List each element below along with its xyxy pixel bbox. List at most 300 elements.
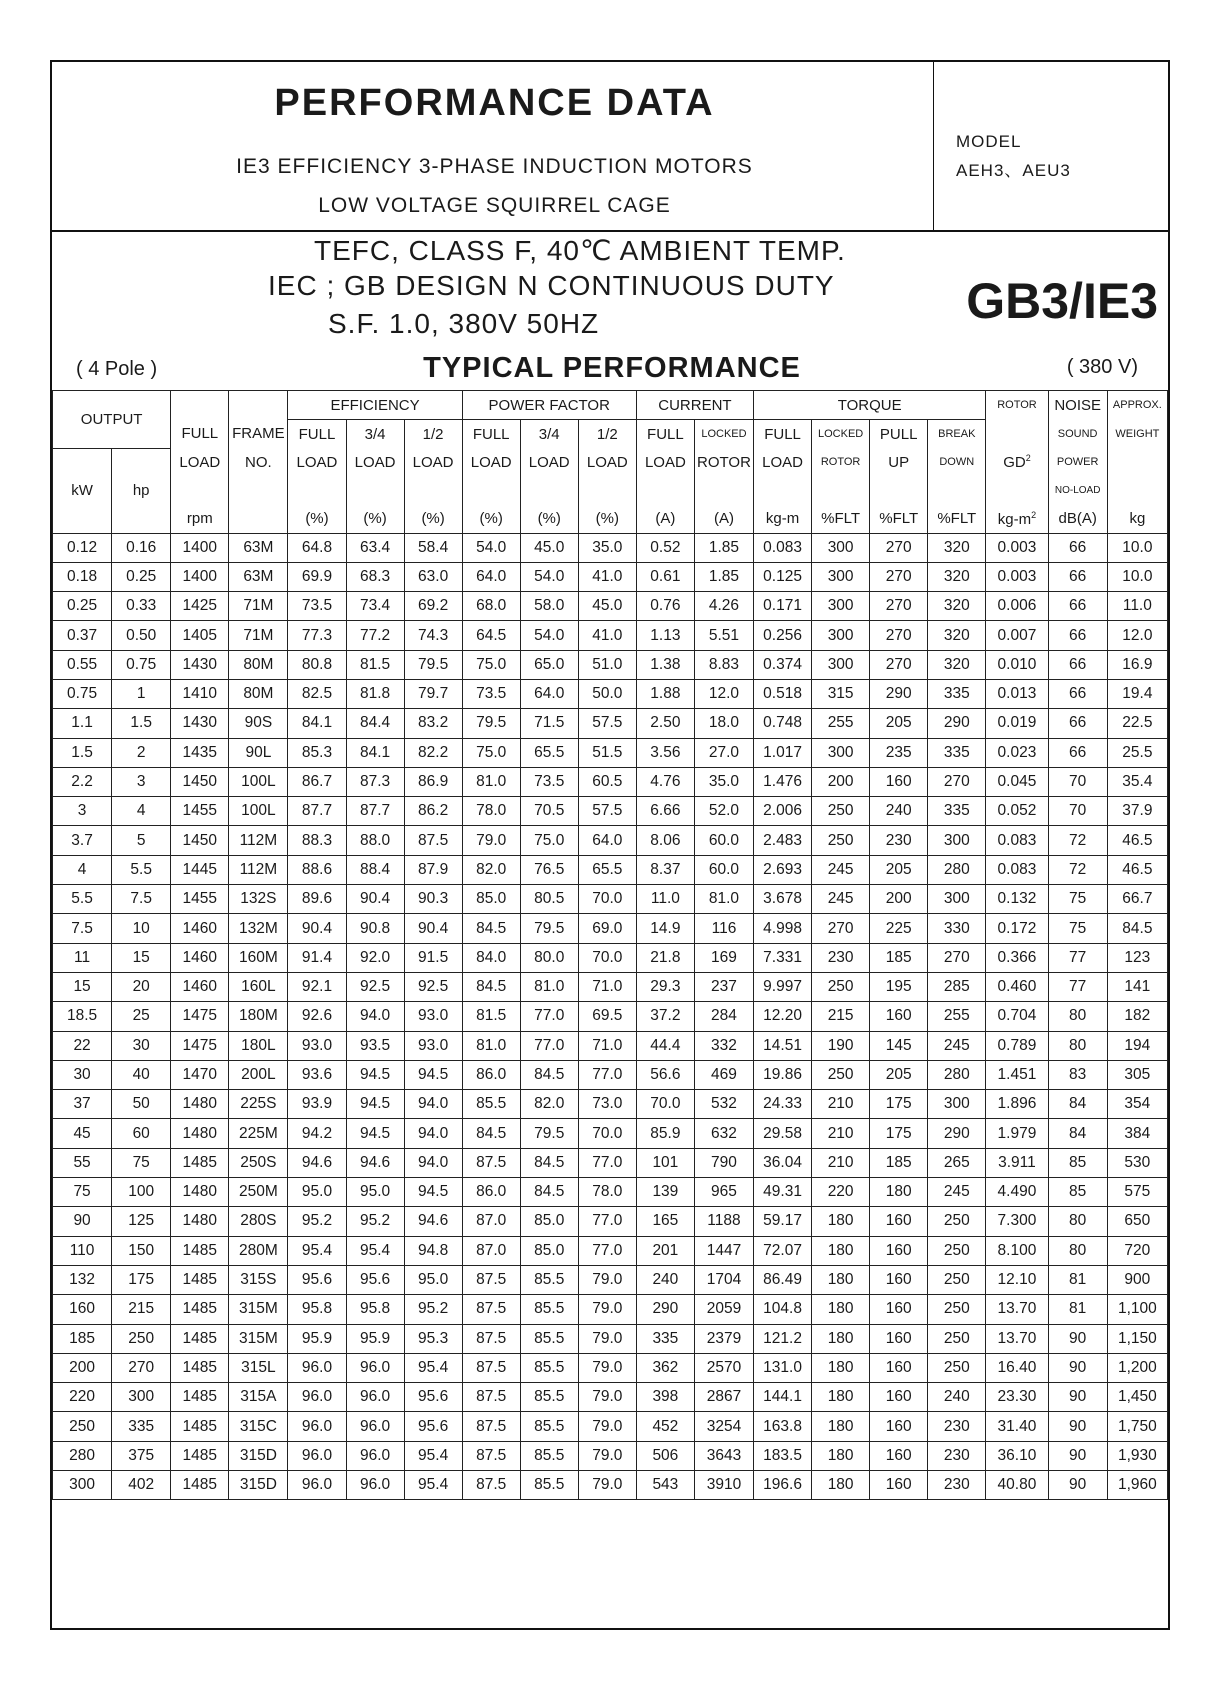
table-cell: 56.6 xyxy=(636,1060,694,1089)
table-cell: 95.0 xyxy=(288,1178,346,1207)
table-cell: 270 xyxy=(870,650,928,679)
table-cell: 290 xyxy=(636,1295,694,1324)
table-cell: 250 xyxy=(928,1207,986,1236)
table-cell: 1405 xyxy=(171,621,229,650)
table-cell: 1,960 xyxy=(1107,1471,1167,1500)
table-cell: 76.5 xyxy=(520,855,578,884)
voltage-label: ( 380 V) xyxy=(1066,356,1138,378)
table-cell: 1.85 xyxy=(694,533,753,562)
table-row xyxy=(53,1412,1168,1441)
table-cell: 80.0 xyxy=(520,943,578,972)
table-cell: 79.5 xyxy=(520,1119,578,1148)
table-cell: 18.5 xyxy=(53,1002,112,1031)
table-cell: 84.0 xyxy=(462,943,520,972)
table-cell: 452 xyxy=(636,1412,694,1441)
table-cell: 175 xyxy=(112,1265,171,1294)
table-cell: 85 xyxy=(1048,1178,1107,1207)
table-cell: 86.7 xyxy=(288,767,346,796)
table-cell: 1.38 xyxy=(636,650,694,679)
table-cell: 121.2 xyxy=(754,1324,812,1353)
table-cell: 220 xyxy=(53,1383,112,1412)
table-row xyxy=(53,767,1168,796)
table-cell: 4 xyxy=(53,855,112,884)
header-cur-full: FULL xyxy=(636,420,694,449)
table-cell: 45.0 xyxy=(520,533,578,562)
table-cell: 94.0 xyxy=(346,1002,404,1031)
table-cell: 245 xyxy=(812,855,870,884)
table-cell: 250 xyxy=(928,1295,986,1324)
table-cell: 81.0 xyxy=(520,972,578,1001)
table-cell: 0.007 xyxy=(986,621,1048,650)
table-cell: 0.171 xyxy=(754,592,812,621)
header-eff-full: FULL xyxy=(288,420,346,449)
table-cell: 1475 xyxy=(171,1031,229,1060)
subtitle-cage-type: LOW VOLTAGE SQUIRREL CAGE xyxy=(318,194,671,217)
table-cell: 72 xyxy=(1048,855,1107,884)
table-cell: 0.125 xyxy=(754,562,812,591)
table-row xyxy=(53,1295,1168,1324)
table-body xyxy=(53,533,1168,1500)
table-cell: 7.5 xyxy=(53,914,112,943)
table-cell: 94.6 xyxy=(404,1207,462,1236)
table-cell: 185 xyxy=(53,1324,112,1353)
table-cell: 86.9 xyxy=(404,767,462,796)
table-cell: 1485 xyxy=(171,1383,229,1412)
table-cell: 45.0 xyxy=(578,592,636,621)
table-cell: 79.7 xyxy=(404,679,462,708)
table-cell: 3 xyxy=(53,797,112,826)
table-cell: 70.0 xyxy=(578,885,636,914)
table-cell: 80 xyxy=(1048,1031,1107,1060)
table-cell: 79.5 xyxy=(462,709,520,738)
table-cell: 100L xyxy=(229,797,288,826)
header-kw: kW xyxy=(53,477,112,505)
table-cell: 79.0 xyxy=(578,1353,636,1382)
table-cell: 5.5 xyxy=(112,855,171,884)
table-cell: 78.0 xyxy=(462,797,520,826)
table-cell: 79.0 xyxy=(578,1441,636,1470)
table-cell: 87.5 xyxy=(462,1324,520,1353)
table-cell: 185 xyxy=(870,1148,928,1177)
table-cell: 90L xyxy=(229,738,288,767)
table-cell: 77 xyxy=(1048,972,1107,1001)
table-cell: 0.75 xyxy=(112,650,171,679)
table-cell: 90.4 xyxy=(346,885,404,914)
table-cell: 1.1 xyxy=(53,709,112,738)
table-cell: 78.0 xyxy=(578,1178,636,1207)
table-row xyxy=(53,1441,1168,1470)
table-cell: 335 xyxy=(928,797,986,826)
table-cell: 75.0 xyxy=(462,650,520,679)
table-cell: 0.052 xyxy=(986,797,1048,826)
table-cell: 284 xyxy=(694,1002,753,1031)
table-cell: 87.5 xyxy=(462,1383,520,1412)
table-row xyxy=(53,1353,1168,1382)
table-cell: 180 xyxy=(812,1412,870,1441)
table-cell: 270 xyxy=(112,1353,171,1382)
table-cell: 69.5 xyxy=(578,1002,636,1031)
table-cell: 65.0 xyxy=(520,650,578,679)
table-cell: 300 xyxy=(112,1383,171,1412)
table-cell: 60.0 xyxy=(694,855,753,884)
table-cell: 300 xyxy=(812,562,870,591)
table-cell: 160 xyxy=(870,1441,928,1470)
table-cell: 10.0 xyxy=(1107,562,1167,591)
table-cell: 95.6 xyxy=(288,1265,346,1294)
table-cell: 210 xyxy=(812,1119,870,1148)
table-cell: 85.5 xyxy=(520,1412,578,1441)
table-cell: 14.51 xyxy=(754,1031,812,1060)
table-cell: 95.2 xyxy=(346,1207,404,1236)
table-cell: 250S xyxy=(229,1148,288,1177)
table-cell: 250 xyxy=(812,797,870,826)
table-cell: 90.4 xyxy=(404,914,462,943)
table-cell: 90 xyxy=(1048,1441,1107,1470)
table-cell: 84.1 xyxy=(346,738,404,767)
table-cell: 87.5 xyxy=(462,1353,520,1382)
table-cell: 90 xyxy=(1048,1353,1107,1382)
table-cell: 0.132 xyxy=(986,885,1048,914)
header-efficiency: EFFICIENCY xyxy=(288,391,462,420)
table-cell: 160 xyxy=(870,1471,928,1500)
table-cell: 0.045 xyxy=(986,767,1048,796)
header-load-rpm: LOAD xyxy=(171,448,229,477)
table-cell: 0.083 xyxy=(754,533,812,562)
table-cell: 19.4 xyxy=(1107,679,1167,708)
table-cell: 200L xyxy=(229,1060,288,1089)
table-cell: 93.6 xyxy=(288,1060,346,1089)
table-cell: 250 xyxy=(928,1265,986,1294)
table-cell: 66 xyxy=(1048,562,1107,591)
table-cell: 265 xyxy=(928,1148,986,1177)
table-cell: 85.0 xyxy=(520,1207,578,1236)
table-cell: 575 xyxy=(1107,1178,1167,1207)
table-row xyxy=(53,1090,1168,1119)
table-cell: 94.5 xyxy=(404,1178,462,1207)
table-cell: 95.8 xyxy=(346,1295,404,1324)
table-cell: 86.2 xyxy=(404,797,462,826)
table-cell: 1475 xyxy=(171,1002,229,1031)
table-cell: 160 xyxy=(870,1383,928,1412)
table-cell: 280M xyxy=(229,1236,288,1265)
header-noise-sound: SOUND xyxy=(1048,420,1107,449)
table-cell: 180 xyxy=(812,1295,870,1324)
table-cell: 469 xyxy=(694,1060,753,1089)
table-cell: 300 xyxy=(812,738,870,767)
table-cell: 92.5 xyxy=(404,972,462,1001)
table-cell: 94.0 xyxy=(404,1119,462,1148)
table-cell: 82.5 xyxy=(288,679,346,708)
table-cell: 84.5 xyxy=(462,1119,520,1148)
table-cell: 196.6 xyxy=(754,1471,812,1500)
table-cell: 80 xyxy=(1048,1002,1107,1031)
table-cell: 90.8 xyxy=(346,914,404,943)
table-cell: 163.8 xyxy=(754,1412,812,1441)
table-cell: 96.0 xyxy=(288,1441,346,1470)
table-cell: 82.0 xyxy=(462,855,520,884)
table-cell: 71M xyxy=(229,621,288,650)
table-cell: 3.7 xyxy=(53,826,112,855)
header-tq-locked: LOCKED xyxy=(812,420,870,449)
table-cell: 94.5 xyxy=(346,1090,404,1119)
table-cell: 59.17 xyxy=(754,1207,812,1236)
table-cell: 250M xyxy=(229,1178,288,1207)
table-cell: 965 xyxy=(694,1178,753,1207)
table-cell: 50 xyxy=(112,1090,171,1119)
table-cell: 375 xyxy=(112,1441,171,1470)
table-cell: 160 xyxy=(870,1207,928,1236)
table-cell: 230 xyxy=(928,1441,986,1470)
table-cell: 70.0 xyxy=(578,943,636,972)
header-tq-full: FULL xyxy=(754,420,812,449)
table-cell: 205 xyxy=(870,709,928,738)
table-cell: 95.6 xyxy=(346,1265,404,1294)
table-cell: 240 xyxy=(928,1383,986,1412)
table-cell: 96.0 xyxy=(346,1383,404,1412)
table-cell: 1485 xyxy=(171,1236,229,1265)
table-cell: 543 xyxy=(636,1471,694,1500)
table-cell: 180 xyxy=(812,1383,870,1412)
table-cell: 0.460 xyxy=(986,972,1048,1001)
table-cell: 93.5 xyxy=(346,1031,404,1060)
header-rotor-gd: $GD^2$ xyxy=(986,448,1048,477)
table-cell: 1485 xyxy=(171,1148,229,1177)
table-cell: 195 xyxy=(870,972,928,1001)
table-cell: 0.374 xyxy=(754,650,812,679)
table-cell: 82.0 xyxy=(520,1090,578,1119)
table-cell: 85.5 xyxy=(520,1265,578,1294)
table-cell: 3643 xyxy=(694,1441,753,1470)
table-cell: 66.7 xyxy=(1107,885,1167,914)
table-cell: 89.6 xyxy=(288,885,346,914)
table-cell: 77.0 xyxy=(578,1207,636,1236)
table-cell: 185 xyxy=(870,943,928,972)
table-cell: 15 xyxy=(53,972,112,1001)
table-cell: 200 xyxy=(812,767,870,796)
header-cur-locked: LOCKED xyxy=(694,420,753,449)
table-cell: 3 xyxy=(112,767,171,796)
table-cell: 160 xyxy=(870,1265,928,1294)
table-cell: 31.40 xyxy=(986,1412,1048,1441)
table-cell: 1.017 xyxy=(754,738,812,767)
table-cell: 1,100 xyxy=(1107,1295,1167,1324)
table-cell: 230 xyxy=(812,943,870,972)
table-cell: 72 xyxy=(1048,826,1107,855)
table-cell: 506 xyxy=(636,1441,694,1470)
table-row xyxy=(53,885,1168,914)
table-cell: 64.0 xyxy=(462,562,520,591)
table-cell: 95.6 xyxy=(404,1412,462,1441)
table-cell: 7.300 xyxy=(986,1207,1048,1236)
table-cell: 180 xyxy=(812,1207,870,1236)
table-cell: 315A xyxy=(229,1383,288,1412)
table-cell: 160 xyxy=(870,1353,928,1382)
table-cell: 16.40 xyxy=(986,1353,1048,1382)
table-cell: 10 xyxy=(112,914,171,943)
table-cell: 332 xyxy=(694,1031,753,1060)
table-cell: 87.0 xyxy=(462,1207,520,1236)
table-cell: 650 xyxy=(1107,1207,1167,1236)
table-cell: 21.8 xyxy=(636,943,694,972)
table-row xyxy=(53,621,1168,650)
table-cell: 255 xyxy=(928,1002,986,1031)
header-noise: NOISE xyxy=(1048,391,1107,420)
table-cell: 1485 xyxy=(171,1353,229,1382)
table-cell: 1450 xyxy=(171,826,229,855)
table-cell: 100L xyxy=(229,767,288,796)
table-cell: 69.2 xyxy=(404,592,462,621)
table-cell: 91.5 xyxy=(404,943,462,972)
table-cell: 180 xyxy=(812,1353,870,1382)
spec-line-1: TEFC, CLASS F, 40℃ AMBIENT TEMP. xyxy=(314,235,846,266)
table-cell: 35.4 xyxy=(1107,767,1167,796)
table-cell: 235 xyxy=(870,738,928,767)
table-cell: 85.5 xyxy=(462,1090,520,1119)
table-cell: 85.5 xyxy=(520,1441,578,1470)
table-cell: 79.0 xyxy=(462,826,520,855)
table-cell: 93.0 xyxy=(288,1031,346,1060)
table-cell: 81.0 xyxy=(462,1031,520,1060)
header-tq-break: BREAK xyxy=(928,420,986,449)
table-cell: 210 xyxy=(812,1148,870,1177)
table-cell: 12.0 xyxy=(1107,621,1167,650)
table-cell: 85.0 xyxy=(462,885,520,914)
table-cell: 94.6 xyxy=(346,1148,404,1177)
table-cell: 335 xyxy=(636,1324,694,1353)
table-row xyxy=(53,1148,1168,1177)
table-row xyxy=(53,1265,1168,1294)
table-cell: 77.0 xyxy=(578,1236,636,1265)
table-cell: 182 xyxy=(1107,1002,1167,1031)
table-cell: 73.4 xyxy=(346,592,404,621)
table-cell: 30 xyxy=(112,1031,171,1060)
table-cell: 13.70 xyxy=(986,1324,1048,1353)
table-cell: 12.10 xyxy=(986,1265,1048,1294)
table-cell: 22 xyxy=(53,1031,112,1060)
table-cell: 123 xyxy=(1107,943,1167,972)
table-cell: 35.0 xyxy=(694,767,753,796)
table-cell: 58.4 xyxy=(404,533,462,562)
table-cell: 194 xyxy=(1107,1031,1167,1060)
table-cell: 88.6 xyxy=(288,855,346,884)
table-cell: 180 xyxy=(870,1178,928,1207)
table-cell: 8.100 xyxy=(986,1236,1048,1265)
table-cell: 270 xyxy=(928,767,986,796)
table-cell: 220 xyxy=(812,1178,870,1207)
table-cell: 4.76 xyxy=(636,767,694,796)
table-cell: 270 xyxy=(812,914,870,943)
table-cell: 1704 xyxy=(694,1265,753,1294)
table-cell: 80 xyxy=(1048,1236,1107,1265)
table-cell: 300 xyxy=(812,533,870,562)
table-cell: 270 xyxy=(870,621,928,650)
table-cell: 73.5 xyxy=(520,767,578,796)
table-cell: 210 xyxy=(812,1090,870,1119)
table-cell: 230 xyxy=(928,1412,986,1441)
table-cell: 87.5 xyxy=(462,1441,520,1470)
table-cell: 0.010 xyxy=(986,650,1048,679)
table-cell: 92.5 xyxy=(346,972,404,1001)
table-cell: 18.0 xyxy=(694,709,753,738)
table-cell: 95.4 xyxy=(288,1236,346,1265)
table-cell: 64.8 xyxy=(288,533,346,562)
table-cell: 280 xyxy=(53,1441,112,1470)
table-cell: 68.3 xyxy=(346,562,404,591)
table-cell: 86.0 xyxy=(462,1060,520,1089)
table-cell: 93.9 xyxy=(288,1090,346,1119)
table-cell: 1400 xyxy=(171,533,229,562)
table-cell: 0.12 xyxy=(53,533,112,562)
model-label: MODEL xyxy=(956,132,1022,151)
table-cell: 250 xyxy=(928,1236,986,1265)
table-cell: 87.5 xyxy=(462,1295,520,1324)
table-cell: 270 xyxy=(870,533,928,562)
table-cell: 315C xyxy=(229,1412,288,1441)
table-cell: 75.0 xyxy=(520,826,578,855)
table-cell: 0.003 xyxy=(986,562,1048,591)
table-cell: 6.66 xyxy=(636,797,694,826)
table-cell: 55 xyxy=(53,1148,112,1177)
table-cell: 81.8 xyxy=(346,679,404,708)
table-cell: 1485 xyxy=(171,1441,229,1470)
table-row xyxy=(53,826,1168,855)
table-cell: 270 xyxy=(928,943,986,972)
table-cell: 125 xyxy=(112,1207,171,1236)
header-hp: hp xyxy=(112,477,171,505)
table-cell: 96.0 xyxy=(288,1412,346,1441)
table-cell: 300 xyxy=(928,826,986,855)
table-cell: 1480 xyxy=(171,1090,229,1119)
table-cell: 1430 xyxy=(171,709,229,738)
table-cell: 70 xyxy=(1048,767,1107,796)
table-cell: 141 xyxy=(1107,972,1167,1001)
table-cell: 84.5 xyxy=(462,972,520,1001)
header-frame: FRAME xyxy=(229,420,288,449)
table-cell: 0.33 xyxy=(112,592,171,621)
table-cell: 290 xyxy=(928,709,986,738)
table-cell: 315M xyxy=(229,1324,288,1353)
table-cell: 300 xyxy=(812,650,870,679)
table-cell: 95.4 xyxy=(404,1353,462,1382)
table-cell: 0.61 xyxy=(636,562,694,591)
table-row xyxy=(53,709,1168,738)
table-cell: 63M xyxy=(229,562,288,591)
table-row xyxy=(53,1324,1168,1353)
table-cell: 2 xyxy=(112,738,171,767)
table-cell: 116 xyxy=(694,914,753,943)
table-cell: 225S xyxy=(229,1090,288,1119)
table-cell: 73.5 xyxy=(288,592,346,621)
table-cell: 50.0 xyxy=(578,679,636,708)
table-row xyxy=(53,1002,1168,1031)
performance-sheet xyxy=(50,60,1170,1630)
table-cell: 85 xyxy=(1048,1148,1107,1177)
table-cell: 175 xyxy=(870,1119,928,1148)
table-cell: 88.0 xyxy=(346,826,404,855)
table-cell: 64.0 xyxy=(578,826,636,855)
header-eff-12: 1/2 xyxy=(404,420,462,449)
table-cell: 37 xyxy=(53,1090,112,1119)
table-cell: 2.006 xyxy=(754,797,812,826)
spec-line-3: S.F. 1.0, 380V 50HZ xyxy=(328,308,600,339)
table-cell: 95.4 xyxy=(346,1236,404,1265)
table-cell: 92.6 xyxy=(288,1002,346,1031)
table-cell: 94.0 xyxy=(404,1090,462,1119)
table-cell: 44.4 xyxy=(636,1031,694,1060)
table-cell: 1 xyxy=(112,679,171,708)
table-cell: 315M xyxy=(229,1295,288,1324)
table-row xyxy=(53,738,1168,767)
